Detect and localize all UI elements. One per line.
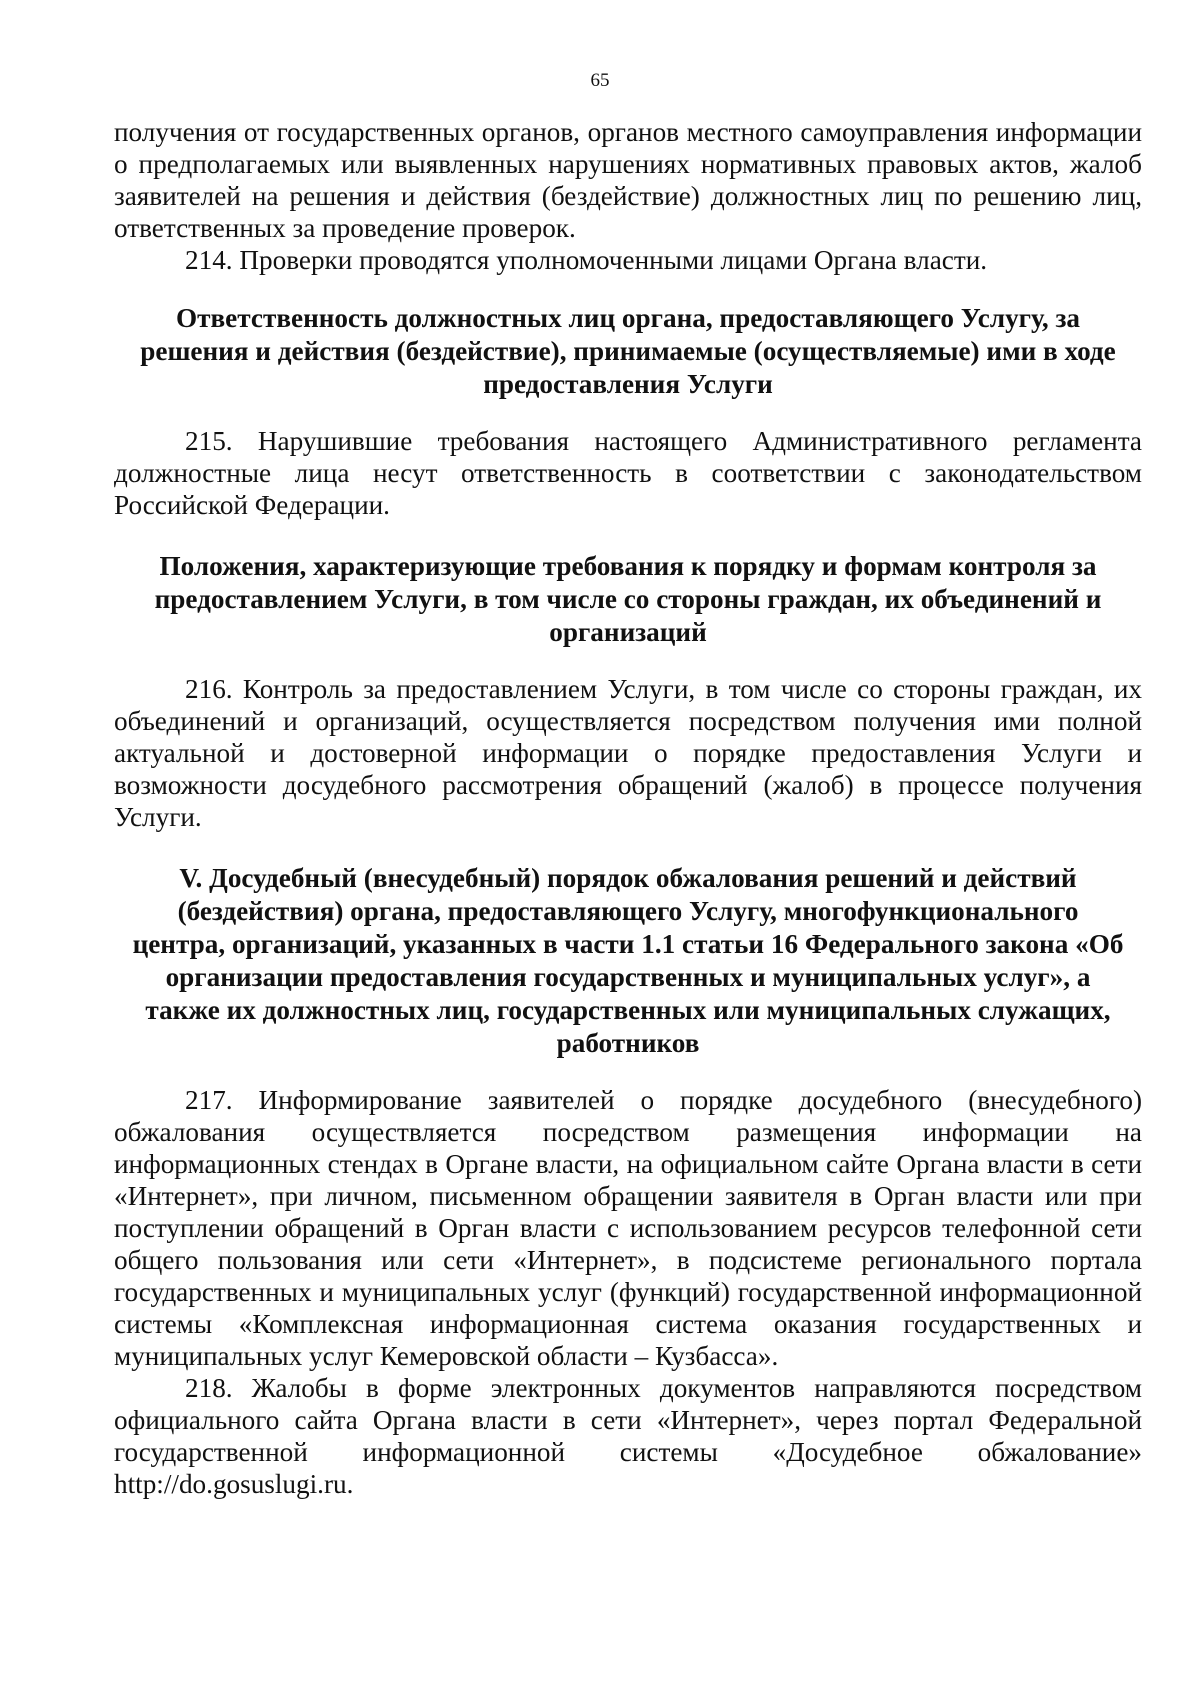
section-heading-responsibility: Ответственность должностных лиц органа, предоставляющего Услугу, за решения и действия (бездействие), принимаемые (осуществляемые) ими в ходе предоставления Услуги xyxy=(140,303,1116,399)
chapter-heading-v-pretrial-appeal: V. Досудебный (внесудебный) порядок обжалования решений и действий (бездействия) органа, предоставляющего Услугу, многофункционального центра, организаций, указанных в части 1.1 статьи 16 Федерального закона «Об организации предоставления государственных и муниципальных услуг», а также их должностных лиц, государственных или муниципальных служащих, работников xyxy=(132,863,1124,1058)
paragraph-215: 215. Нарушившие требования настоящего Административного регламента должностные лица несут ответственность в соответствии с законодательством Российской Федерации. xyxy=(114,426,1142,520)
paragraph-216: 216. Контроль за предоставлением Услуги, в том числе со стороны граждан, их объединений и организаций, осуществляется посредством получения ими полной актуальной и достоверной информации о порядке предоставления Услуги и возможности досудебного рассмотрения обращений (жалоб) в процессе получения Услуги. xyxy=(114,674,1142,832)
paragraph-continuation: получения от государственных органов, органов местного самоуправления информации о предполагаемых или выявленных нарушениях нормативных правовых актов, жалоб заявителей на решения и действия (бездействие) должностных лиц по решению лиц, ответственных за проведение проверок. xyxy=(114,117,1142,243)
paragraph-217: 217. Информирование заявителей о порядке досудебного (внесудебного) обжалования осуществляется посредством размещения информации на информационных стендах в Органе власти, на официальном сайте Органа власти в сети «Интернет», при личном, письменном обращении заявителя в Орган власти или при поступлении обращений в Орган власти с использованием ресурсов телефонной сети общего пользования или сети «Интернет», в подсистеме регионального портала государственных и муниципальных услуг (функций) государственной информационной системы «Комплексная информационная система оказания государственных и муниципальных услуг Кемеровской области – Кузбасса». xyxy=(114,1085,1142,1371)
paragraph-214: 214. Проверки проводятся уполномоченными лицами Органа власти. xyxy=(185,245,988,275)
section-heading-control-provisions: Положения, характеризующие требования к порядку и формам контроля за предоставлением Услуги, в том числе со стороны граждан, их объединений и организаций xyxy=(154,551,1102,647)
document-body xyxy=(114,116,1142,1500)
paragraph-218: 218. Жалобы в форме электронных документов направляются посредством официального сайта Органа власти в сети «Интернет», через портал Федеральной государственной информационной системы «Досудебное обжалование» http://do.gosuslugi.ru. xyxy=(114,1373,1142,1499)
page-number: 65 xyxy=(590,70,610,91)
